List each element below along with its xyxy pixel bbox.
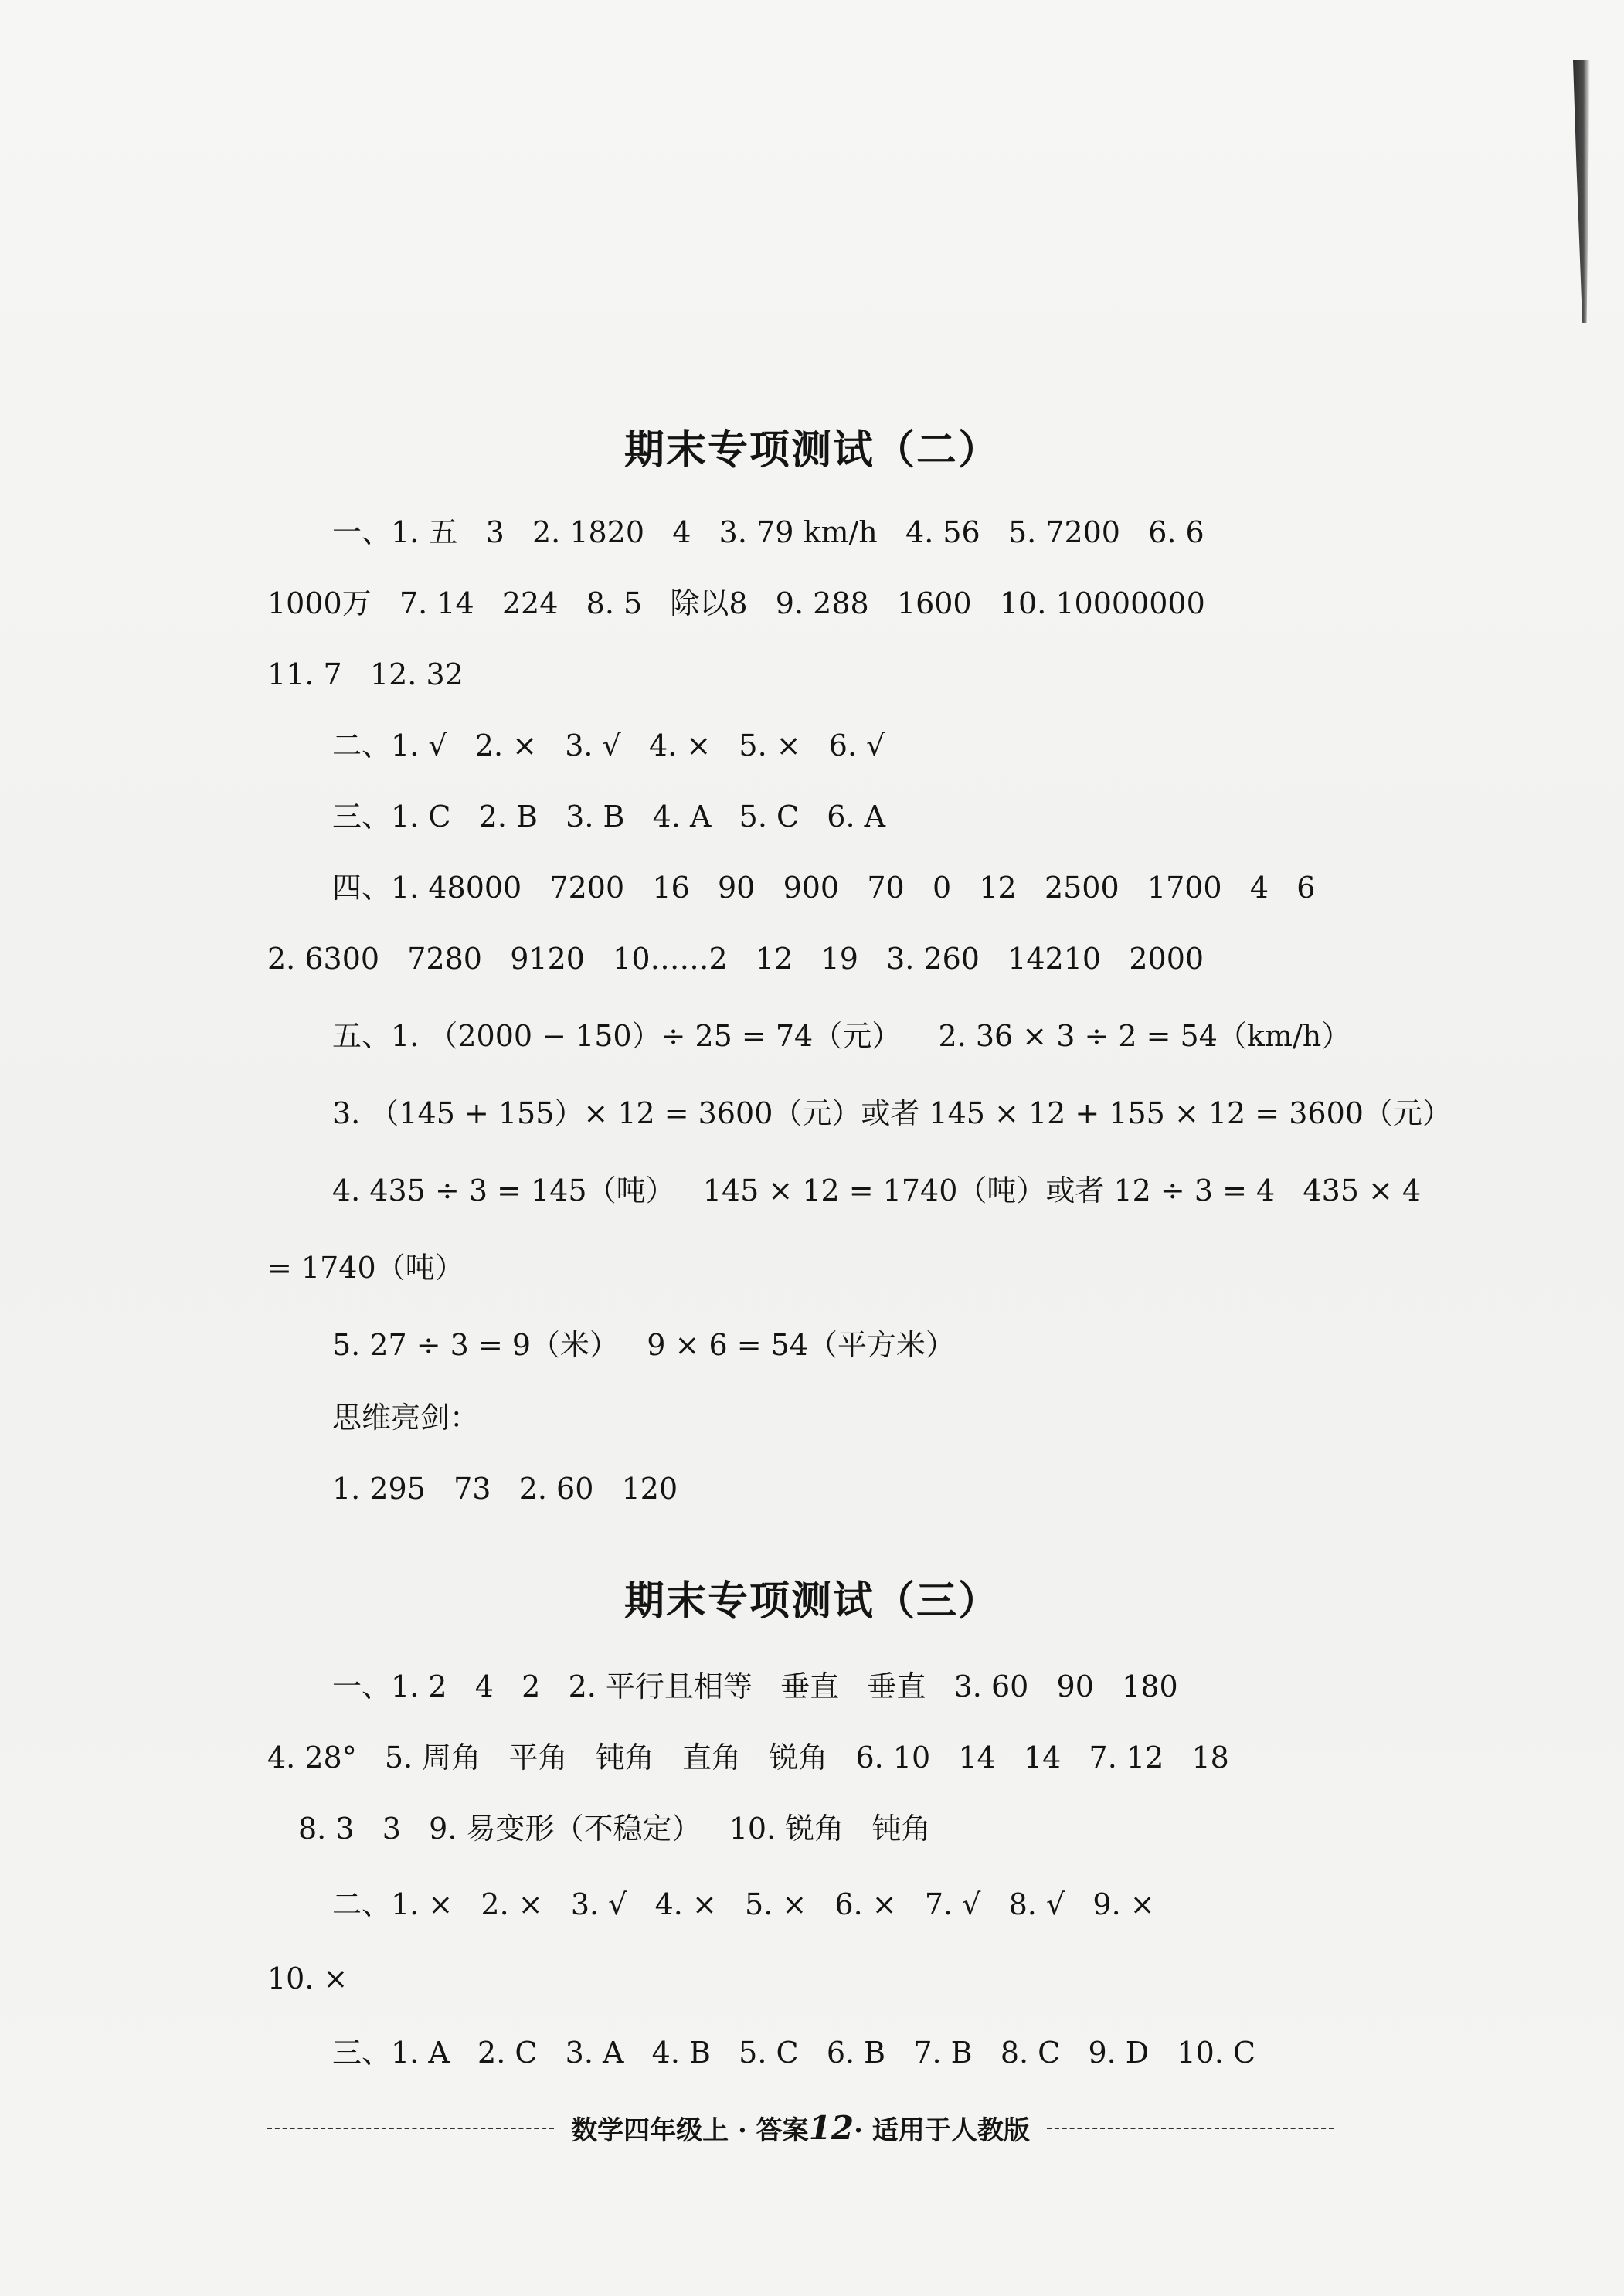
answer-line: 四、1. 48000 7200 16 90 900 70 0 12 2500 1700 4 6 [332, 871, 1316, 905]
footer-edition: · 适用于人教版 [854, 2115, 1030, 2146]
page-number: 12 [808, 2109, 854, 2147]
answer-line: 五、1. （2000 − 150）÷ 25 = 74（元） 2. 36 × 3 ÷ 2 = 54（km/h） [332, 1019, 1351, 1053]
footer-subject: 数学四年级上 · 答案 [571, 2115, 809, 2146]
answer-line: 5. 27 ÷ 3 = 9（米） 9 × 6 = 54（平方米） [332, 1328, 955, 1362]
answer-line: 一、1. 2 4 2 2. 平行且相等 垂直 垂直 3. 60 90 180 [332, 1669, 1178, 1703]
answer-line: 1000万 7. 14 224 8. 5 除以8 9. 288 1600 10. 10000000 [267, 586, 1205, 620]
answer-line: 一、1. 五 3 2. 1820 4 3. 79 km/h 4. 56 5. 7200 6. 6 [332, 515, 1204, 549]
footer-divider-right [1047, 2128, 1334, 2129]
answer-line: 1. 295 73 2. 60 120 [332, 1472, 678, 1506]
answer-line: 2. 6300 7280 9120 10……2 12 19 3. 260 14210 2000 [267, 942, 1204, 976]
answer-line: = 1740（吨） [267, 1251, 464, 1285]
answer-line: 4. 28° 5. 周角 平角 钝角 直角 锐角 6. 10 14 14 7. 12 18 [267, 1741, 1229, 1775]
answer-line: 思维亮剑： [332, 1401, 480, 1435]
footer-divider-left [267, 2128, 554, 2129]
footer-text [554, 2109, 1047, 2147]
answer-line: 3. （145 + 155）× 12 = 3600（元）或者 145 × 12 + 155 × 12 = 3600（元） [332, 1096, 1452, 1130]
answer-line: 三、1. C 2. B 3. B 4. A 5. C 6. A [332, 800, 886, 834]
answer-line: 11. 7 12. 32 [267, 657, 464, 691]
answer-line: 三、1. A 2. C 3. A 4. B 5. C 6. B 7. B 8. C 9. D 10. C [332, 2036, 1256, 2070]
section-title-3: 期末专项测试（三） [623, 1578, 1000, 1625]
section-title-2: 期末专项测试（二） [623, 426, 1000, 474]
answer-line: 8. 3 3 9. 易变形（不稳定） 10. 锐角 钝角 [298, 1812, 931, 1846]
answer-line: 4. 435 ÷ 3 = 145（吨） 145 × 12 = 1740（吨）或者 12 ÷ 3 = 4 435 × 4 [332, 1173, 1422, 1207]
answer-line: 二、1. √ 2. × 3. √ 4. × 5. × 6. √ [332, 729, 885, 763]
page-footer [267, 2109, 1334, 2147]
answer-line: 10. × [267, 1961, 348, 1995]
answer-line: 二、1. × 2. × 3. √ 4. × 5. × 6. × 7. √ 8. √ 9. × [332, 1887, 1155, 1921]
scan-edge-mark [1573, 60, 1590, 323]
